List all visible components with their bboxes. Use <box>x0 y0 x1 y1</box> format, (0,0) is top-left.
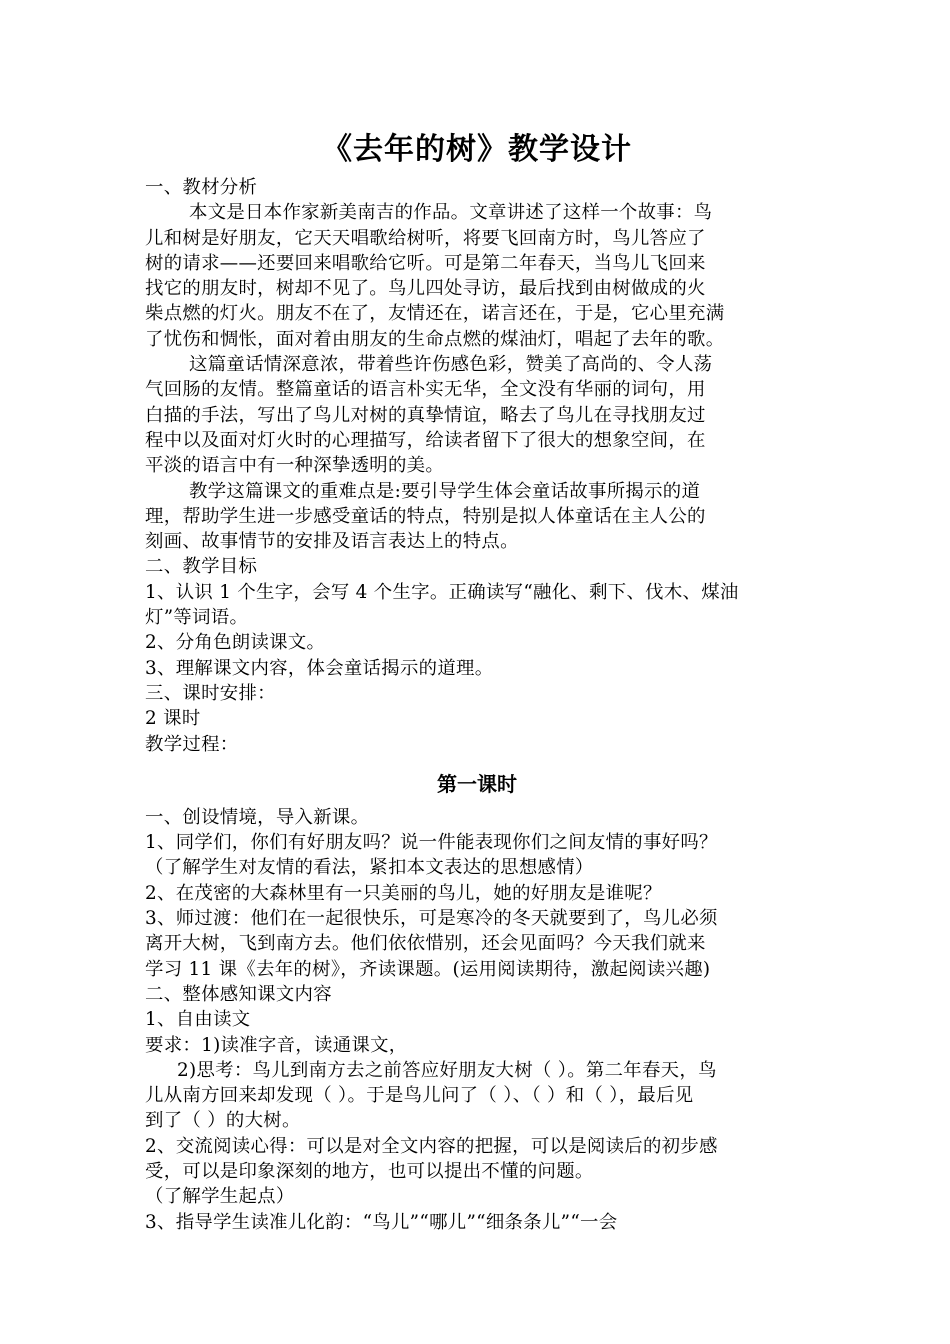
lesson-line: 2、在茂密的大森林里有一只美丽的鸟儿，她的好朋友是谁呢？ <box>145 882 662 904</box>
lesson-line: 要求：1)读准字音，读通课文， <box>145 1034 408 1056</box>
think-line: 到了（ ）的大树。 <box>145 1110 301 1132</box>
lesson-line: 二、整体感知课文内容 <box>145 983 332 1005</box>
lesson-line: 3、指导学生读准儿化韵：“鸟儿”“哪儿”“细条条儿”“一会 <box>145 1211 618 1233</box>
lesson-line: 3、师过渡：他们在一起很快乐，可是寒冷的冬天就要到了，鸟儿必须 <box>145 908 718 930</box>
lesson-one-title: 第一课时 <box>437 771 517 796</box>
lesson-line: 学习 11 课《去年的树》，齐读课题。(运用阅读期待，激起阅读兴趣) <box>145 958 711 980</box>
lesson-line: 一、创设情境，导入新课。 <box>145 806 370 828</box>
paragraph-line: 气回肠的友情。整篇童话的语言朴实无华，全文没有华丽的词句，用 <box>145 379 706 401</box>
paragraph-line: 找它的朋友时，树却不见了。鸟儿四处寻访，最后找到由树做成的火 <box>145 278 706 300</box>
paragraph-line: 这篇童话情深意浓，带着些许伤感色彩，赞美了高尚的、令人荡 <box>189 354 713 376</box>
goal-line: 1、认识 1 个生字，会写 4 个生字。正确读写“融化、剩下、伐木、煤油 <box>145 581 739 603</box>
goal-line: 2、分角色朗读课文。 <box>145 632 326 654</box>
lesson-line: 1、同学们，你们有好朋友吗？说一件能表现你们之间友情的事好吗？ <box>145 832 718 854</box>
paragraph-line: 了忧伤和惆怅，面对着由朋友的生命点燃的煤油灯，唱起了去年的歌。 <box>145 328 725 350</box>
paragraph-line: 柴点燃的灯火。朋友不在了，友情还在，诺言还在，于是，它心里充满 <box>145 303 725 325</box>
lesson-line: （了解学生对友情的看法，紧扣本文表达的思想感情） <box>145 857 594 879</box>
goal-line: 3、理解课文内容，体会童话揭示的道理。 <box>145 657 494 679</box>
think-line: 儿从南方回来却发现（ ）。于是鸟儿问了（ ）、（ ）和（ ），最后见 <box>145 1085 694 1107</box>
section-heading-analysis: 一、教材分析 <box>145 177 258 198</box>
lesson-line: 受，可以是印象深刻的地方，也可以提出不懂的问题。 <box>145 1160 594 1182</box>
lesson-line: 2、交流阅读心得：可以是对全文内容的把握，可以是阅读后的初步感 <box>145 1135 718 1157</box>
paragraph-line: 平淡的语言中有一种深挚透明的美。 <box>145 455 445 477</box>
document-page <box>145 128 809 1235</box>
paragraph-line: 程中以及面对灯火时的心理描写，给读者留下了很大的想象空间，在 <box>145 429 706 451</box>
paragraph-line: 本文是日本作家新美南吉的作品。文章讲述了这样一个故事：鸟 <box>189 202 713 224</box>
section-heading-schedule: 三、课时安排： <box>145 682 276 704</box>
paragraph-line: 教学这篇课文的重难点是:要引导学生体会童话故事所揭示的道 <box>189 480 701 502</box>
think-line: 2)思考：鸟儿到南方去之前答应好朋友大树（ ）。第二年春天，鸟 <box>177 1059 717 1081</box>
paragraph-line: 树的请求——还要回来唱歌给它听。可是第二年春天，当鸟儿飞回来 <box>145 252 706 274</box>
section-heading-goals: 二、教学目标 <box>145 556 258 578</box>
paragraph-line: 白描的手法，写出了鸟儿对树的真挚情谊，略去了鸟儿在寻找朋友过 <box>145 404 706 426</box>
lesson-line: 离开大树，飞到南方去。他们依依惜别，还会见面吗？今天我们就来 <box>145 933 706 955</box>
paragraph-line: 刻画、故事情节的安排及语言表达上的特点。 <box>145 531 519 553</box>
document-title: 《去年的树》教学设计 <box>322 132 632 167</box>
lesson-line: （了解学生起点） <box>145 1186 295 1208</box>
paragraph-line: 理，帮助学生进一步感受童话的特点，特别是拟人体童话在主人公的 <box>145 505 706 527</box>
periods-text: 2 课时 <box>145 708 201 730</box>
paragraph-line: 儿和树是好朋友，它天天唱歌给树听，将要飞回南方时，鸟儿答应了 <box>145 227 706 249</box>
process-label: 教学过程： <box>145 733 239 755</box>
goal-line: 灯”等词语。 <box>145 607 249 629</box>
lesson-line: 1、自由读文 <box>145 1009 251 1031</box>
